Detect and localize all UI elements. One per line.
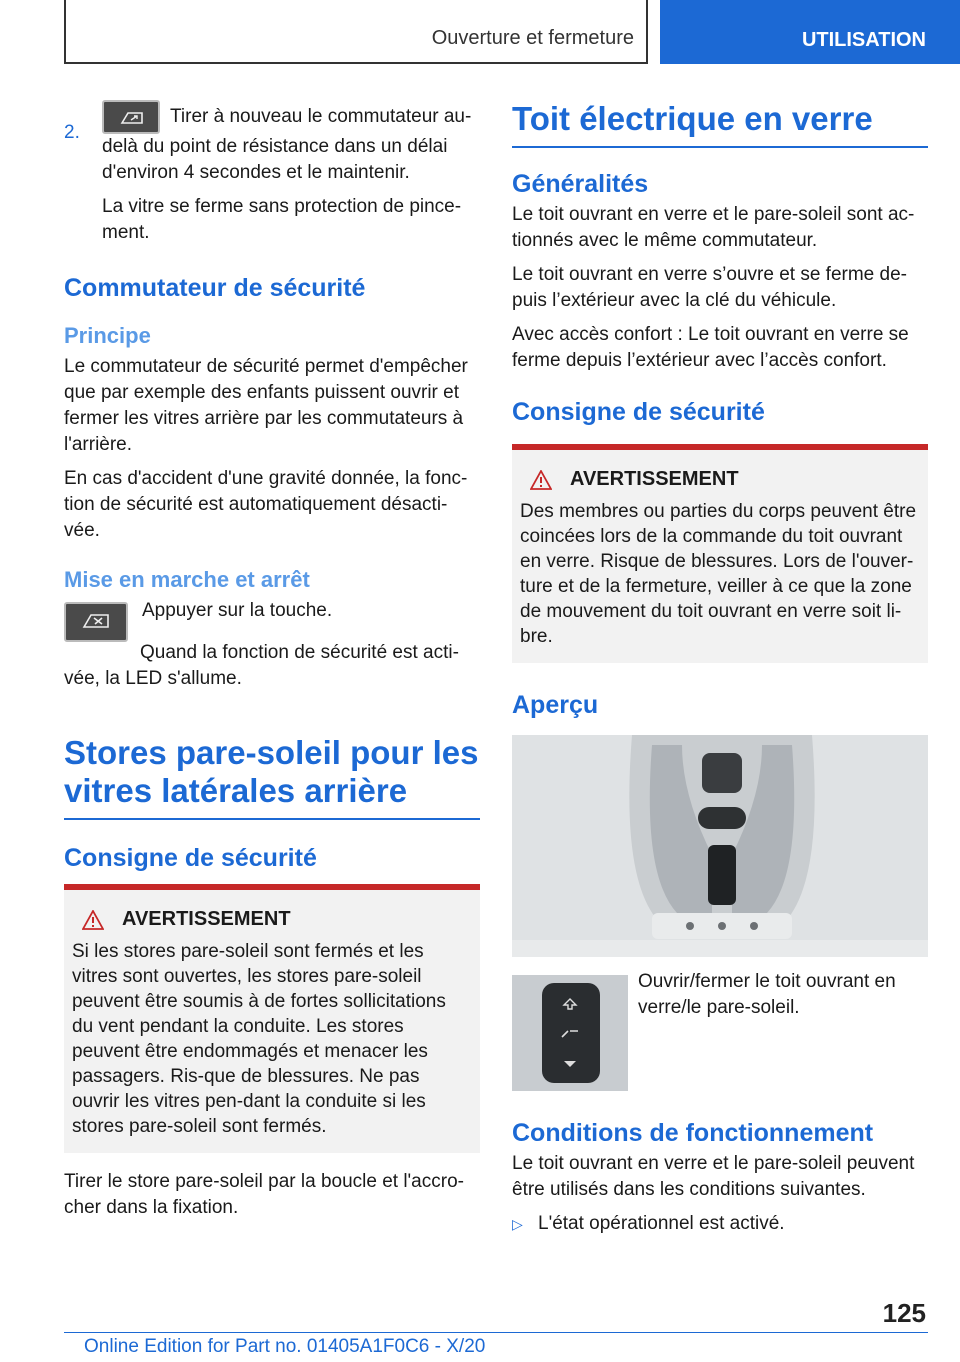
list-item [512, 1211, 928, 1237]
warning-box-right [512, 444, 928, 663]
marche-block [64, 598, 480, 642]
warning-text-left: Si les stores pare-soleil sont fermés et les vitres sont ouvertes, les stores pare-soleil peuvent être soumis à de fortes sollicitations du vent pendant la conduite. Les stores peuvent être endommagés et menacer les passagers. Ris-que de blessures. Ne pas ouvrir les vitres pen-dant la conduite si les stores pare-soleil sont fermés. [72, 941, 446, 1137]
warning-text-right: Des membres ou parties du corps peuvent être coincées lors de la commande du toit ouvrant en verre. Risque de blessures. Lors de l'ouver-ture et de la fermeture, veiller à ce que la zone de mouvement du toit ouvrant en verre soit li-bre. [520, 501, 917, 647]
footer-divider [64, 1332, 928, 1333]
heading-principe: Principe [64, 323, 151, 348]
warning-triangle-icon [530, 470, 552, 490]
child-lock-switch-icon [64, 602, 128, 642]
page-number: 125 [882, 1298, 926, 1328]
header-section-title: Ouverture et fermeture [431, 27, 634, 49]
heading-toit-electrique: Toit électrique en verre [512, 100, 928, 148]
heading-generalites: Généralités [512, 170, 649, 198]
heading-commutateur-securite: Commutateur de sécurité [64, 274, 366, 302]
heading-mise-en-marche: Mise en marche et arrêt [64, 567, 310, 592]
footer-edition: Online Edition for Part no. 01405A1F0C6 - X/20 [84, 1336, 486, 1357]
generalites-paragraph-3: Avec accès confort : Le toit ouvrant en verre se ferme depuis l’extérieur avec l’accès confort. [512, 324, 909, 371]
apercu-detail [512, 971, 928, 1091]
roof-switch-illustration [512, 975, 628, 1091]
header-chapter-tab [660, 0, 960, 64]
warning-label: AVERTISSEMENT [122, 908, 291, 930]
stores-paragraph: Tirer le store pare-soleil par la boucle et l'accro-cher dans la fixation. [64, 1171, 464, 1218]
conditions-paragraph: Le toit ouvrant en verre et le pare-soleil peuvent être utilisés dans les conditions suivantes. [512, 1153, 915, 1200]
step-2 [64, 100, 480, 246]
heading-conditions: Conditions de fonctionnement [512, 1119, 874, 1147]
apercu-caption: Ouvrir/fermer le toit ouvrant en verre/le pare-soleil. [638, 971, 896, 1018]
header-chapter-title: UTILISATION [801, 29, 926, 51]
warning-box-left [64, 884, 480, 1153]
marche-paragraph-2: Quand la fonction de sécurité est acti-vée, la LED s'allume. [64, 642, 459, 689]
step-2-text: Tirer à nouveau le commutateur au-delà du point de résistance dans un délai d'environ 4 secondes et le maintenir. [102, 106, 472, 183]
heading-consigne-securite-right: Consigne de sécurité [512, 398, 765, 426]
warning-title-left [72, 908, 472, 931]
heading-stores-pare-soleil: Stores pare-soleil pour les vitres latérales arrière [64, 734, 480, 820]
triangle-bullet-icon: ▷ [512, 1216, 523, 1232]
principe-paragraph-1: Le commutateur de sécurité permet d'empêcher que par exemple des enfants puissent ouvrir et fermer les vitres arrière par les commutateurs à l'arrière. [64, 356, 468, 455]
marche-paragraph-1: Appuyer sur la touche. [142, 600, 333, 621]
left-column [64, 100, 480, 1229]
warning-label: AVERTISSEMENT [570, 468, 739, 490]
header-section-box [64, 0, 648, 64]
right-column [512, 100, 928, 1237]
principe-paragraph-2: En cas d'accident d'une gravité donnée, la fonc-tion de sécurité est automatiquement désacti-vée. [64, 468, 468, 541]
step-number: 2. [64, 122, 80, 143]
step-2-result: La vitre se ferme sans protection de pince-ment. [102, 196, 462, 243]
generalites-paragraph-2: Le toit ouvrant en verre s’ouvre et se ferme de-puis l’extérieur avec la clé du véhicule. [512, 264, 907, 311]
overhead-console-illustration [512, 735, 928, 957]
conditions-bullet: L'état opérationnel est activé. [538, 1213, 785, 1234]
heading-apercu: Aperçu [512, 691, 599, 719]
heading-consigne-securite-left: Consigne de sécurité [64, 844, 317, 872]
window-switch-icon [102, 100, 160, 134]
generalites-paragraph-1: Le toit ouvrant en verre et le pare-soleil sont ac-tionnés avec le même commutateur. [512, 204, 915, 251]
warning-title-right [520, 468, 920, 491]
warning-triangle-icon [82, 910, 104, 930]
